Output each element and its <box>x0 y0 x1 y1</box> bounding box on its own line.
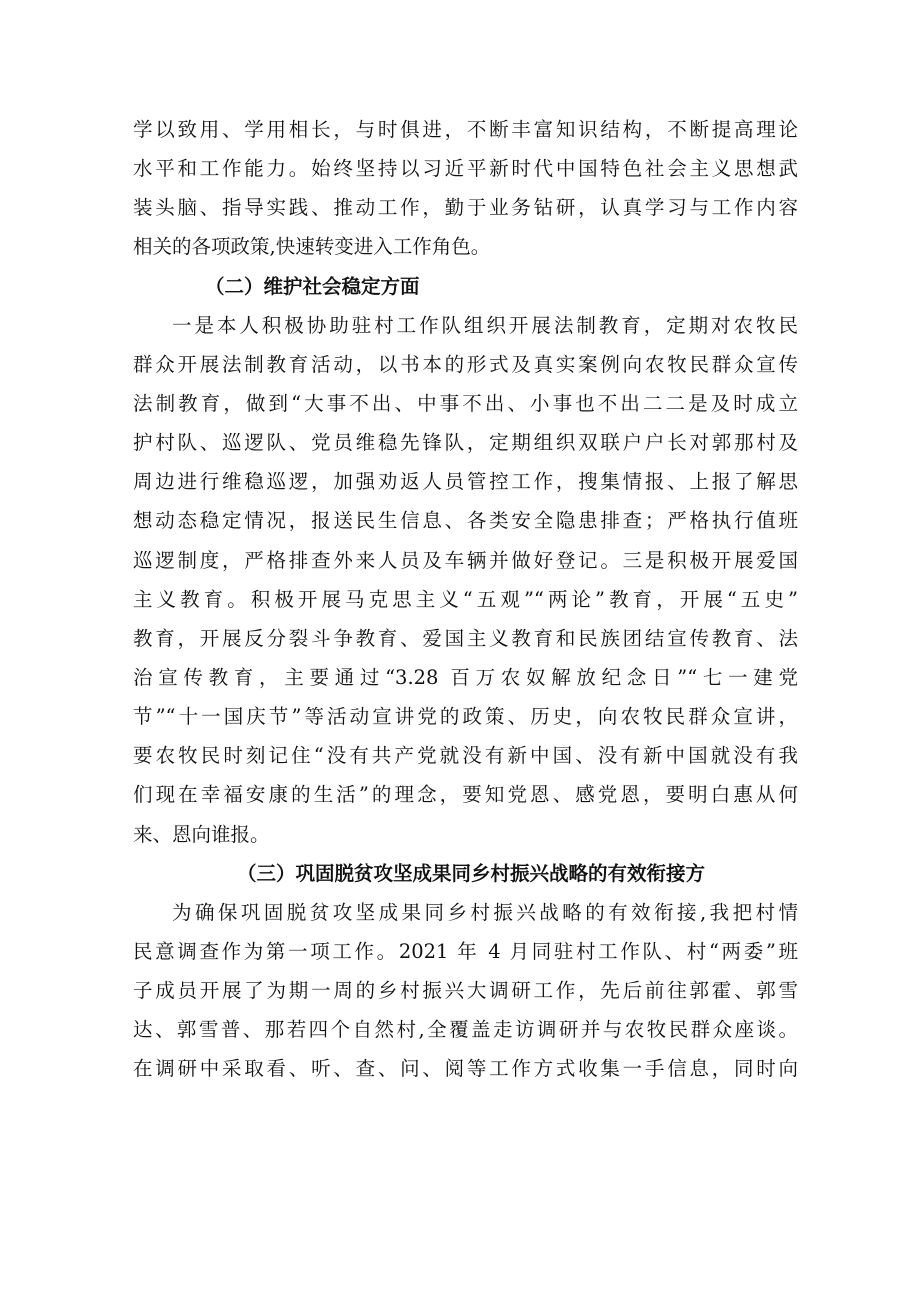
paragraph-line: 装头脑、指导实践、推动工作，勤于业务钻研，认真学习与工作内容 <box>133 196 798 220</box>
paragraph-line: 教育，开展反分裂斗争教育、爱国主义教育和民族团结宣传教育、法 <box>133 626 798 650</box>
paragraph-line: 子成员开展了为期一周的乡村振兴大调研工作，先后前往郭霍、郭雪 <box>133 979 798 1003</box>
paragraph-line: 群众开展法制教育活动，以书本的形式及真实案例向农牧民群众宣传 <box>133 352 798 376</box>
paragraph-line: 达、郭雪普、那若四个自然村,全覆盖走访调研并与农牧民群众座谈。 <box>133 1018 798 1042</box>
document-body <box>133 110 798 1089</box>
paragraph-line: 巡逻制度，严格排查外来人员及车辆并做好登记。三是积极开展爱国 <box>133 548 798 572</box>
paragraph-line: 水平和工作能力。始终坚持以习近平新时代中国特色社会主义思想武 <box>133 157 798 181</box>
paragraph-line: 相关的各项政策,快速转变进入工作角色。 <box>133 235 491 259</box>
paragraph-line: 学以致用、学用相长，与时俱进，不断丰富知识结构，不断提高理论 <box>133 118 798 141</box>
paragraph-line: 治宣传教育，主要通过“3.28 百万农奴解放纪念日”“七一建党 <box>133 665 798 689</box>
paragraph-line: 要农牧民时刻记住“没有共产党就没有新中国、没有新中国就没有我 <box>133 744 798 768</box>
paragraph-line: 一是本人积极协助驻村工作队组织开展法制教育，定期对农牧民 <box>172 313 798 337</box>
paragraph-line: 护村队、巡逻队、党员维稳先锋队，定期组织双联户户长对郭那村及 <box>133 431 798 455</box>
paragraph-line: 节”“十一国庆节”等活动宣讲党的政策、历史，向农牧民群众宣讲， <box>133 705 798 729</box>
section-heading-3: （三）巩固脱贫攻坚成果同乡村振兴战略的有效衔接方 <box>237 861 706 885</box>
paragraph-line: 们现在幸福安康的生活”的理念，要知党恩、感党恩，要明白惠从何 <box>133 783 798 807</box>
paragraph-line: 法制教育，做到“大事不出、中事不出、小事也不出二二是及时成立 <box>133 391 798 415</box>
paragraph-line: 想动态稳定情况，报送民生信息、各类安全隐患排查；严格执行值班 <box>133 509 798 533</box>
paragraph-line: 周边进行维稳巡逻，加强劝返人员管控工作，搜集情报、上报了解思 <box>133 470 798 494</box>
paragraph-line: 为确保巩固脱贫攻坚成果同乡村振兴战略的有效衔接,我把村情 <box>172 900 798 924</box>
paragraph-line: 主义教育。积极开展马克思主义“五观”“两论”教育，开展“五史” <box>133 587 798 611</box>
paragraph-line: 民意调查作为第一项工作。2021 年 4 月同驻村工作队、村“两委”班 <box>133 939 798 963</box>
section-heading-2: （二）维护社会稳定方面 <box>205 274 420 298</box>
paragraph-line: 在调研中采取看、听、查、问、阅等工作方式收集一手信息，同时向 <box>133 1057 798 1081</box>
paragraph-line: 来、恩向谁报。 <box>133 822 270 846</box>
